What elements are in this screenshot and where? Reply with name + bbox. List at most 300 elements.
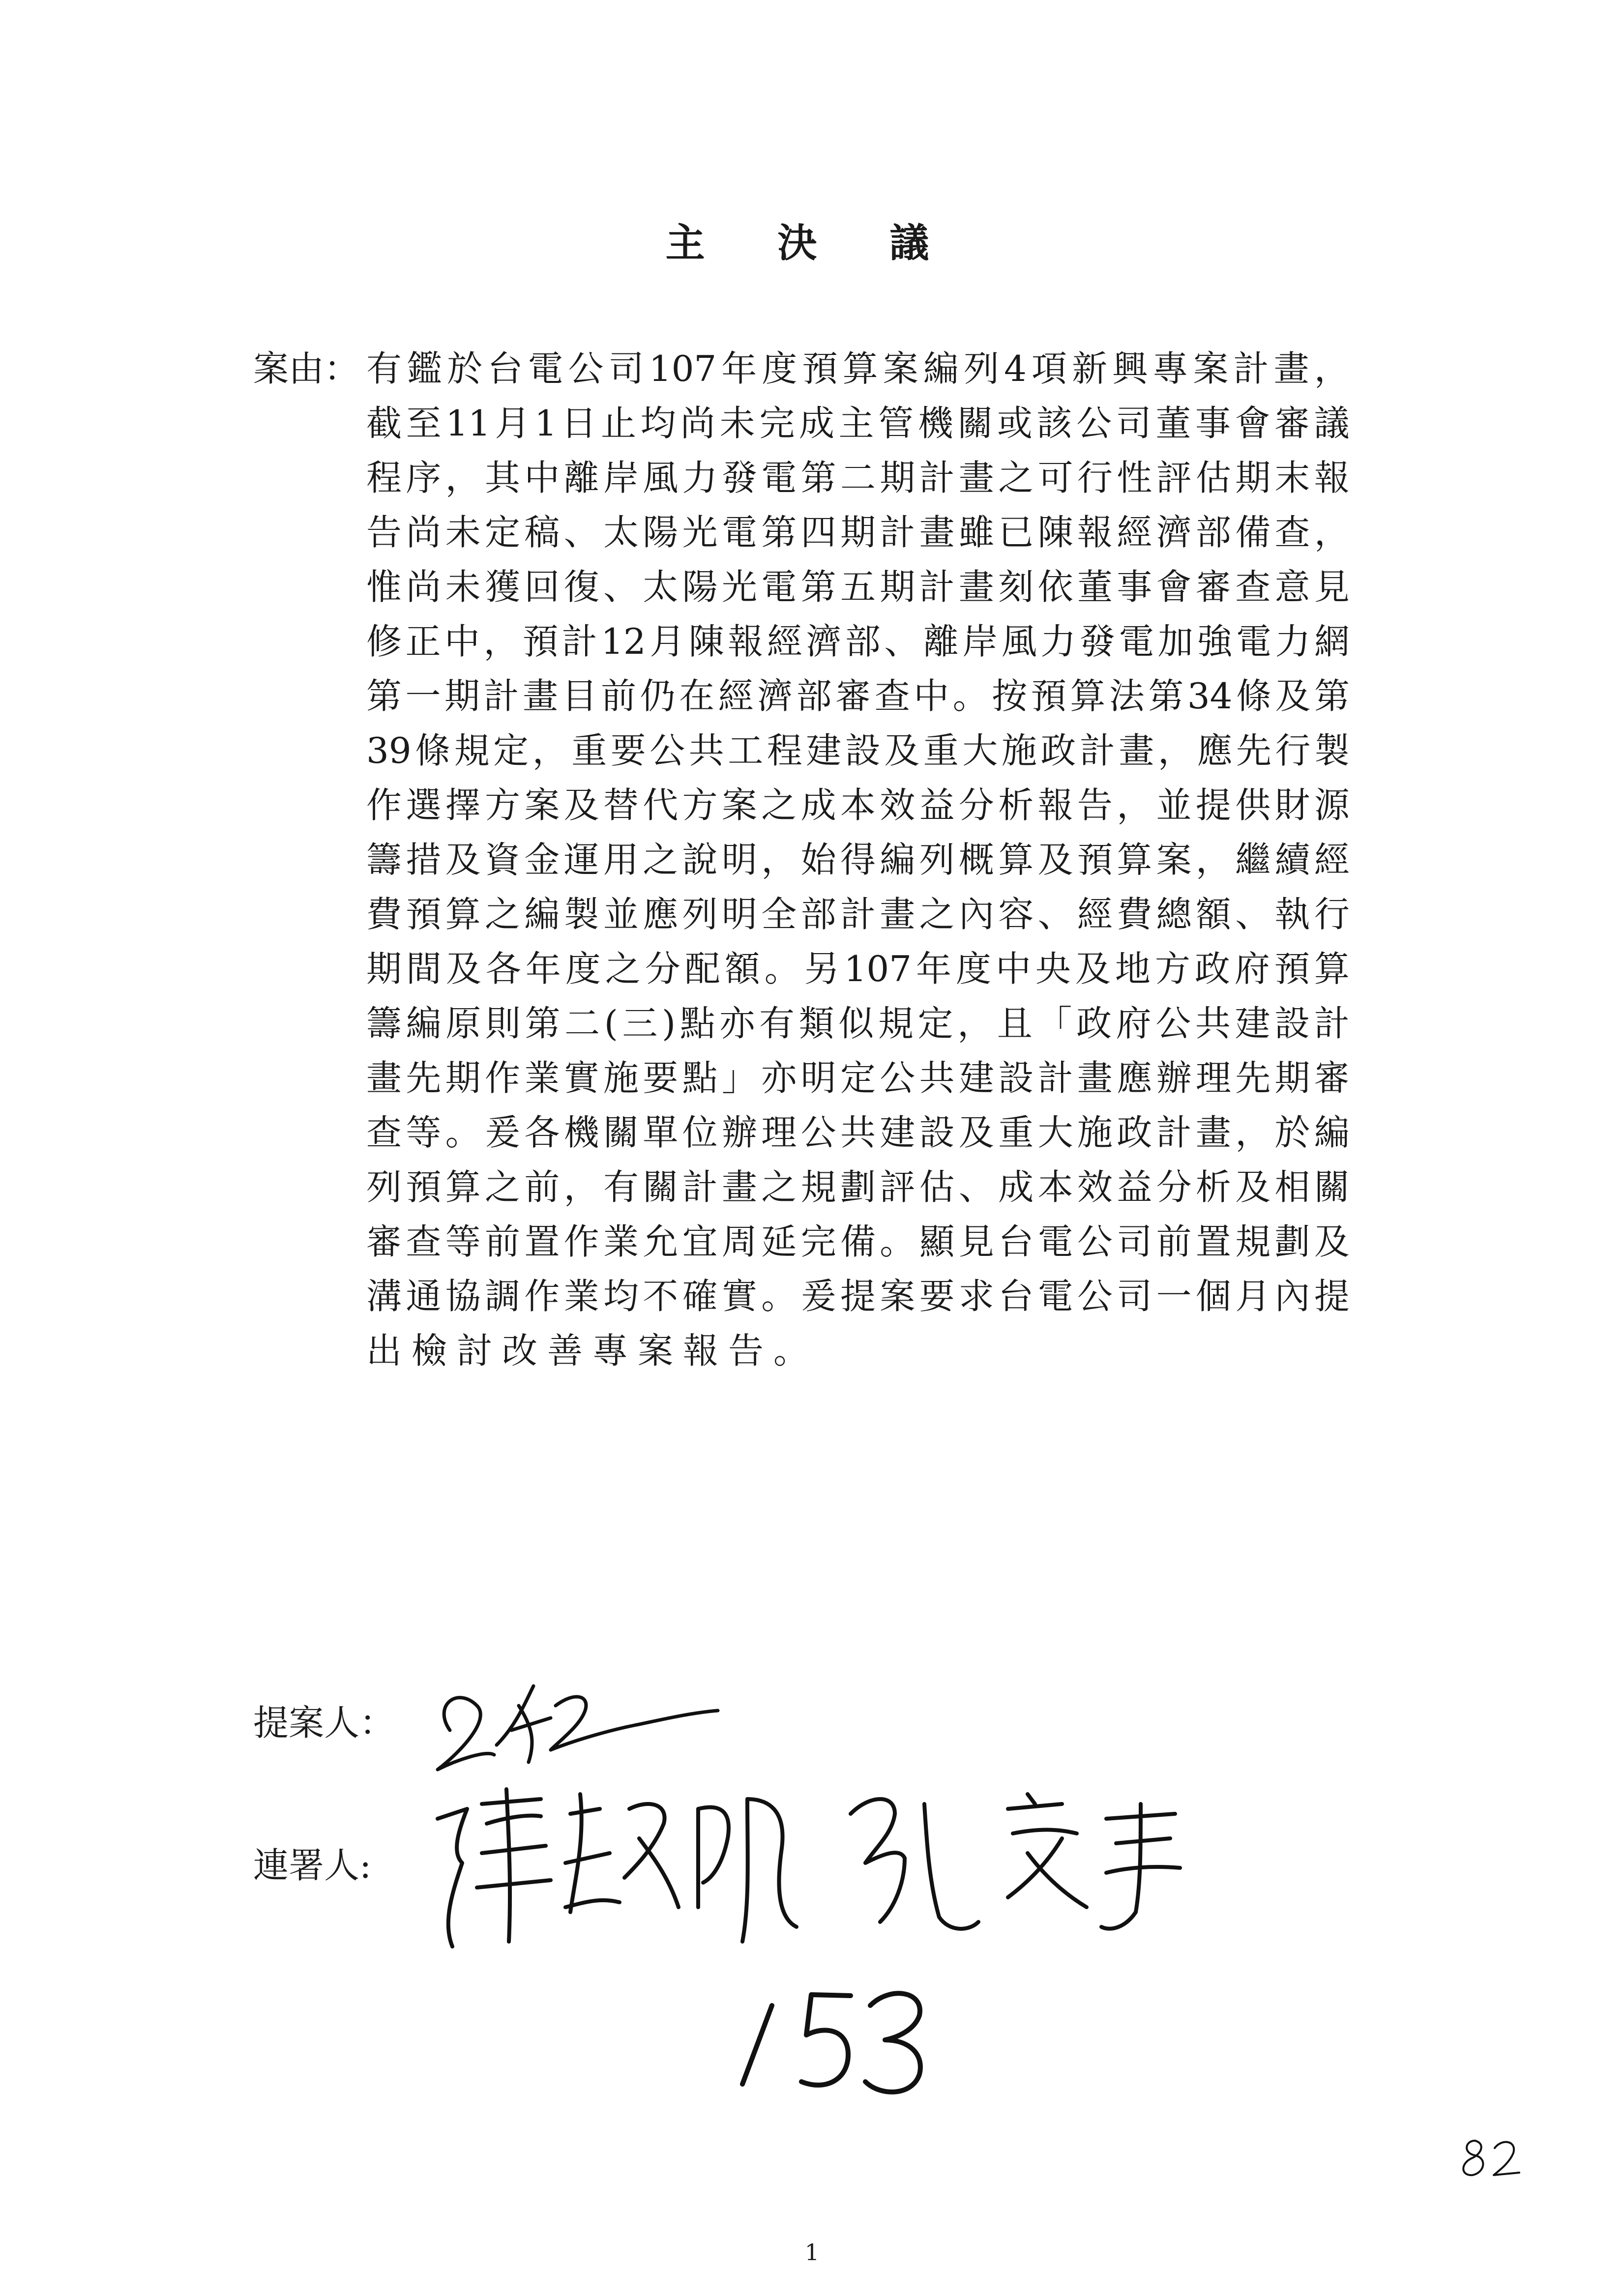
reason-glyph: 預 <box>406 894 442 935</box>
reason-glyph: 及 <box>445 948 481 989</box>
reason-glyph: 見 <box>958 1221 994 1262</box>
reason-glyph: 預 <box>1274 948 1310 989</box>
reason-glyph: 審 <box>1274 403 1310 444</box>
reason-glyph: 方 <box>484 785 520 826</box>
reason-glyph: ， <box>1314 348 1350 389</box>
reason-glyph: 、 <box>563 512 599 553</box>
reason-glyph: 強 <box>1197 621 1233 662</box>
reason-glyph: 擇 <box>445 785 481 826</box>
reason-glyph: 資 <box>484 839 520 880</box>
reason-glyph: 益 <box>1117 1166 1152 1208</box>
reason-glyph: 報 <box>1314 457 1350 498</box>
reason-glyph: 算 <box>445 1166 481 1208</box>
reason-glyph: 二 <box>564 1003 600 1044</box>
reason-glyph: 刻 <box>998 566 1034 608</box>
reason-line <box>366 453 1350 508</box>
reason-glyph: 前 <box>524 1166 560 1208</box>
reason-glyph: 力 <box>682 457 718 498</box>
reason-glyph: 計 <box>561 621 597 662</box>
reason-glyph: 公 <box>1077 1221 1113 1262</box>
reason-glyph: 太 <box>643 566 679 608</box>
reason-glyph: 設 <box>919 1112 955 1153</box>
reason-glyph: 規 <box>878 1003 914 1044</box>
reason-glyph: 程 <box>767 730 802 771</box>
reason-glyph: 目 <box>561 675 597 717</box>
reason-glyph: 發 <box>721 457 757 498</box>
reason-glyph: 末 <box>1274 457 1310 498</box>
reason-glyph: ) <box>662 1003 676 1044</box>
reason-line <box>366 617 1350 671</box>
reason-glyph: 之 <box>643 839 679 880</box>
reason-glyph: 計 <box>919 566 955 608</box>
reason-glyph: 第 <box>1314 675 1350 717</box>
reason-glyph: 項 <box>1031 348 1067 389</box>
reason-glyph: 完 <box>800 1221 836 1262</box>
reason-glyph: 辦 <box>721 1112 757 1153</box>
reason-glyph: 見 <box>1314 566 1350 608</box>
reason-glyph: 期 <box>1235 457 1271 498</box>
reason-glyph: 公 <box>1076 403 1112 444</box>
reason-glyph: 畫 <box>880 894 915 935</box>
reason-glyph: 經 <box>767 621 802 662</box>
reason-glyph: 四 <box>800 512 836 553</box>
reason-glyph: 設 <box>845 730 881 771</box>
reason-line: 出檢討改善專案報告。 <box>366 1330 819 1371</box>
reason-glyph: 估 <box>919 1166 955 1208</box>
reason-glyph: 風 <box>643 457 679 498</box>
reason-glyph: 。 <box>445 1112 481 1153</box>
reason-glyph: 尚 <box>680 403 716 444</box>
page-title: 主 決 議 <box>665 220 959 266</box>
reason-glyph: 籌 <box>366 839 402 880</box>
reason-glyph: 風 <box>1001 621 1037 662</box>
cosigner-signature-1 <box>423 1779 826 1966</box>
reason-glyph: 月 <box>650 621 685 662</box>
reason-glyph: 之 <box>998 457 1034 498</box>
reason-glyph: 至 <box>406 403 442 444</box>
reason-glyph: 第 <box>800 566 836 608</box>
reason-glyph: 」 <box>721 1057 757 1099</box>
reason-glyph: 共 <box>1195 1003 1231 1044</box>
reason-glyph: 畫 <box>1195 1112 1231 1153</box>
reason-glyph: 計 <box>840 894 876 935</box>
reason-glyph: 、 <box>884 621 920 662</box>
reason-glyph: 公 <box>1077 1276 1113 1317</box>
reason-glyph: 報 <box>728 621 764 662</box>
reason-glyph: 編 <box>1314 1112 1350 1153</box>
reason-glyph: 析 <box>998 785 1034 826</box>
reason-glyph: 要 <box>919 1276 955 1317</box>
reason-glyph: 理 <box>1195 1057 1231 1099</box>
reason-glyph: 。 <box>952 675 988 717</box>
reason-glyph: 位 <box>682 1112 718 1153</box>
reason-glyph: 溝 <box>366 1276 402 1317</box>
reason-glyph: 力 <box>1040 621 1076 662</box>
reason-glyph: 得 <box>840 839 876 880</box>
reason-glyph: 「 <box>1036 1003 1072 1044</box>
reason-glyph: 分 <box>958 785 994 826</box>
reason-glyph: 本 <box>840 785 876 826</box>
reason-glyph: 已 <box>998 512 1034 553</box>
reason-glyph: 中 <box>524 457 560 498</box>
reason-glyph: 且 <box>997 1003 1033 1044</box>
reason-glyph: 作 <box>366 785 402 826</box>
reason-glyph: 確 <box>682 1276 718 1317</box>
reason-glyph: 期 <box>880 566 915 608</box>
reason-glyph: 董 <box>1077 566 1113 608</box>
reason-glyph: 未 <box>445 512 481 553</box>
reason-glyph: 先 <box>1235 1057 1271 1099</box>
reason-glyph: 分 <box>645 948 680 989</box>
reason-glyph: 光 <box>682 512 718 553</box>
reason-glyph: 單 <box>643 1112 679 1153</box>
reason-glyph: 陽 <box>643 512 679 553</box>
reason-glyph: 規 <box>800 1166 836 1208</box>
reason-glyph: ， <box>1117 785 1152 826</box>
reason-glyph: 辦 <box>1156 1057 1192 1099</box>
reason-glyph: 容 <box>998 894 1034 935</box>
reason-glyph: 另 <box>804 948 840 989</box>
reason-glyph: 規 <box>454 730 490 771</box>
reason-glyph: 調 <box>484 1276 520 1317</box>
reason-glyph: 畫 <box>523 675 559 717</box>
reason-glyph: 年 <box>721 348 757 389</box>
reason-glyph: 部 <box>796 675 832 717</box>
reason-glyph: 。 <box>880 1221 915 1262</box>
reason-glyph: 一 <box>1156 1276 1192 1317</box>
reason-glyph: 則 <box>485 1003 521 1044</box>
reason-glyph: 案 <box>721 785 757 826</box>
reason-glyph: 之 <box>484 1166 520 1208</box>
reason-glyph: 陽 <box>682 566 718 608</box>
reason-glyph: 管 <box>878 403 914 444</box>
reason-glyph: 允 <box>643 1221 679 1262</box>
reason-glyph: 預 <box>1077 839 1113 880</box>
reason-glyph: 備 <box>1235 512 1271 553</box>
reason-glyph: 選 <box>406 785 442 826</box>
reason-glyph: 回 <box>524 566 560 608</box>
reason-glyph: 不 <box>643 1276 679 1317</box>
reason-glyph: 程 <box>366 457 402 498</box>
reason-glyph: 截 <box>366 403 402 444</box>
reason-glyph: 設 <box>998 1057 1034 1099</box>
reason-glyph: 編 <box>923 348 959 389</box>
reason-glyph: 未 <box>719 403 755 444</box>
reason-glyph: 期 <box>444 675 480 717</box>
handwritten-number-153 <box>728 1976 934 2104</box>
reason-glyph: 明 <box>721 894 757 935</box>
reason-glyph: 預 <box>1031 675 1066 717</box>
reason-glyph: 度 <box>955 948 991 989</box>
margin-mark-82 <box>1455 2131 1524 2185</box>
reason-glyph: 作 <box>524 1276 560 1317</box>
reason-glyph: 算 <box>998 839 1034 880</box>
reason-glyph: 爰 <box>484 1112 520 1153</box>
reason-glyph: 內 <box>1274 1276 1310 1317</box>
reason-glyph: 等 <box>445 1221 481 1262</box>
reason-glyph: 有 <box>759 1003 795 1044</box>
reason-glyph: 政 <box>1076 1003 1112 1044</box>
reason-glyph: 個 <box>1195 1276 1231 1317</box>
reason-glyph: 及 <box>563 785 599 826</box>
reason-glyph: 查 <box>366 1112 402 1153</box>
reason-glyph: 尚 <box>406 566 442 608</box>
reason-glyph: 部 <box>800 894 836 935</box>
reason-glyph: 關 <box>957 403 993 444</box>
reason-glyph: 計 <box>880 512 915 553</box>
reason-body <box>366 344 1350 1381</box>
reason-glyph: 本 <box>1037 1166 1073 1208</box>
reason-glyph: 司 <box>1117 1221 1152 1262</box>
reason-glyph: 台 <box>998 1221 1034 1262</box>
reason-glyph: 專 <box>1152 348 1188 389</box>
reason-glyph: 置 <box>524 1221 560 1262</box>
reason-glyph: 延 <box>761 1221 797 1262</box>
reason-glyph: 相 <box>1274 1166 1310 1208</box>
reason-glyph: 畫 <box>1077 1057 1113 1099</box>
reason-glyph: 算 <box>1070 675 1106 717</box>
reason-glyph: 似 <box>838 1003 874 1044</box>
reason-glyph: 析 <box>1195 1166 1231 1208</box>
reason-glyph: 濟 <box>1156 512 1192 553</box>
reason-glyph: 業 <box>603 1221 639 1262</box>
reason-glyph: 陳 <box>1037 512 1073 553</box>
reason-glyph: 及 <box>1037 839 1073 880</box>
reason-glyph: 修 <box>366 621 402 662</box>
reason-glyph: 及 <box>958 1112 994 1153</box>
reason-glyph: 畫 <box>721 1166 757 1208</box>
reason-glyph: 全 <box>761 894 797 935</box>
reason-glyph: 案 <box>883 348 918 389</box>
reason-glyph: 建 <box>958 1057 994 1099</box>
reason-glyph: 周 <box>721 1221 757 1262</box>
reason-glyph: 部 <box>845 621 881 662</box>
reason-glyph: 總 <box>1156 894 1192 935</box>
reason-glyph: 二 <box>840 457 876 498</box>
reason-glyph: 實 <box>563 1057 599 1099</box>
reason-glyph: 中 <box>444 621 480 662</box>
reason-glyph: 定 <box>484 512 520 553</box>
reason-glyph: 計 <box>1156 1112 1192 1153</box>
reason-glyph: 、 <box>1235 894 1271 935</box>
reason-glyph: 前 <box>601 675 637 717</box>
reason-glyph: 或 <box>997 403 1033 444</box>
reason-glyph: 編 <box>524 894 560 935</box>
reason-line <box>366 999 1350 1053</box>
reason-glyph: 並 <box>1156 785 1192 826</box>
reason-glyph: 方 <box>682 785 718 826</box>
reason-glyph: 預 <box>523 621 559 662</box>
reason-glyph: 董 <box>1155 403 1191 444</box>
reason-glyph: 濟 <box>806 621 842 662</box>
reason-glyph: 條 <box>415 730 451 771</box>
reason-line <box>366 781 1350 835</box>
reason-line <box>366 1163 1350 1217</box>
reason-glyph: 點 <box>679 1003 715 1044</box>
reason-glyph: 離 <box>563 457 599 498</box>
reason-glyph: 內 <box>958 894 994 935</box>
reason-glyph: 計 <box>1079 730 1115 771</box>
reason-glyph: 度 <box>762 348 797 389</box>
reason-glyph: 計 <box>1233 348 1269 389</box>
reason-glyph: 審 <box>1195 566 1231 608</box>
reason-glyph: 1 <box>534 403 557 444</box>
reason-glyph: 離 <box>923 621 959 662</box>
reason-line <box>366 344 1350 399</box>
reason-glyph: 公 <box>650 730 685 771</box>
reason-glyph: 。 <box>761 1276 797 1317</box>
reason-glyph: 月 <box>1235 1276 1271 1317</box>
reason-glyph: 府 <box>1234 948 1270 989</box>
reason-glyph: 事 <box>1117 566 1152 608</box>
reason-glyph: 方 <box>1154 948 1190 989</box>
reason-glyph: 正 <box>405 621 441 662</box>
reason-glyph: 畫 <box>958 457 994 498</box>
reason-line <box>366 562 1350 617</box>
reason-glyph: 於 <box>1274 1112 1310 1153</box>
reason-glyph: 列 <box>919 839 955 880</box>
reason-glyph: 成 <box>998 1166 1034 1208</box>
reason-glyph: 期 <box>366 948 402 989</box>
reason-glyph: 府 <box>1116 1003 1152 1044</box>
reason-glyph: 岸 <box>962 621 998 662</box>
reason-glyph: 說 <box>682 839 718 880</box>
reason-glyph: 顯 <box>919 1221 955 1262</box>
reason-glyph: 協 <box>445 1276 481 1317</box>
reason-glyph: 公 <box>800 1112 836 1153</box>
reason-glyph: 仍 <box>640 675 676 717</box>
reason-glyph: 算 <box>445 894 481 935</box>
reason-glyph: 共 <box>840 1112 876 1153</box>
reason-glyph: 度 <box>565 948 601 989</box>
reason-glyph: 岸 <box>603 457 639 498</box>
reason-glyph: 意 <box>1274 566 1310 608</box>
reason-glyph: 財 <box>1274 785 1310 826</box>
reason-glyph: 劃 <box>840 1166 876 1208</box>
reason-glyph: 之 <box>605 948 641 989</box>
reason-glyph: 提 <box>840 1276 876 1317</box>
reason-line <box>366 835 1350 890</box>
reason-glyph: 止 <box>600 403 636 444</box>
reason-glyph: 鑑 <box>407 348 443 389</box>
reason-glyph: 建 <box>880 1112 915 1153</box>
reason-glyph: 司 <box>608 348 644 389</box>
reason-glyph: 先 <box>406 1057 442 1099</box>
reason-glyph: 台 <box>998 1276 1034 1317</box>
reason-line <box>366 726 1350 781</box>
reason-glyph: 之 <box>761 785 797 826</box>
reason-glyph: 陳 <box>688 621 724 662</box>
reason-line <box>366 890 1350 944</box>
reason-glyph: 成 <box>798 403 834 444</box>
reason-glyph: 機 <box>563 1112 599 1153</box>
reason-glyph: 畫 <box>366 1057 402 1099</box>
reason-line <box>366 1217 1350 1272</box>
reason-glyph: 第 <box>525 1003 561 1044</box>
reason-glyph: 三 <box>622 1003 658 1044</box>
reason-glyph: ， <box>483 621 519 662</box>
reason-glyph: ， <box>1314 512 1350 553</box>
reason-glyph: 明 <box>721 839 757 880</box>
reason-glyph: 日 <box>561 403 597 444</box>
reason-line <box>366 508 1350 562</box>
reason-glyph: 案 <box>1156 839 1192 880</box>
reason-glyph: 額 <box>724 948 760 989</box>
reason-glyph: 之 <box>761 1166 797 1208</box>
reason-glyph: 措 <box>406 839 442 880</box>
reason-glyph: 告 <box>1077 785 1113 826</box>
reason-glyph: 太 <box>603 512 639 553</box>
reason-glyph: 惟 <box>366 566 402 608</box>
reason-glyph: 11 <box>445 403 491 444</box>
reason-glyph: 月 <box>495 403 531 444</box>
reason-glyph: 計 <box>483 675 519 717</box>
reason-glyph: 評 <box>1156 457 1192 498</box>
reason-glyph: 有 <box>603 1166 639 1208</box>
reason-glyph: 39 <box>366 730 412 771</box>
reason-glyph: 亦 <box>761 1057 797 1099</box>
reason-glyph: 備 <box>840 1221 876 1262</box>
reason-glyph: 工 <box>728 730 764 771</box>
reason-glyph: 、 <box>603 566 639 608</box>
reason-glyph: 應 <box>643 894 679 935</box>
reason-glyph: 作 <box>484 1057 520 1099</box>
proposer-label: 提案人： <box>253 1702 395 1744</box>
reason-glyph: 前 <box>1156 1221 1192 1262</box>
reason-glyph: 各 <box>485 948 521 989</box>
reason-glyph: 業 <box>524 1057 560 1099</box>
reason-glyph: 應 <box>1117 1057 1152 1099</box>
reason-glyph: 計 <box>1037 1057 1073 1099</box>
reason-glyph: 始 <box>800 839 836 880</box>
reason-glyph: 部 <box>1195 512 1231 553</box>
reason-glyph: 可 <box>1037 457 1073 498</box>
reason-glyph: 期 <box>840 512 876 553</box>
reason-glyph: ， <box>1195 839 1231 880</box>
reason-glyph: 並 <box>603 894 639 935</box>
reason-glyph: 告 <box>366 512 402 553</box>
reason-glyph: ， <box>761 839 797 880</box>
reason-glyph: 要 <box>643 1057 679 1099</box>
reason-glyph: 各 <box>524 1112 560 1153</box>
reason-glyph: 及 <box>1275 675 1311 717</box>
reason-glyph: 五 <box>840 566 876 608</box>
reason-glyph: 電 <box>761 457 797 498</box>
reason-glyph: 畫 <box>1273 348 1309 389</box>
reason-glyph: 算 <box>842 348 878 389</box>
reason-glyph: 提 <box>1314 1276 1350 1317</box>
reason-glyph: 政 <box>1117 1112 1152 1153</box>
reason-glyph: 點 <box>682 1057 718 1099</box>
reason-glyph: 繼 <box>1235 839 1271 880</box>
reason-glyph: 完 <box>759 403 795 444</box>
reason-glyph: 電 <box>1236 621 1271 662</box>
reason-glyph: 爰 <box>800 1276 836 1317</box>
reason-glyph: 施 <box>603 1057 639 1099</box>
reason-glyph: 通 <box>406 1276 442 1317</box>
reason-glyph: 間 <box>406 948 442 989</box>
reason-glyph: 提 <box>1195 785 1231 826</box>
reason-glyph: 製 <box>1314 730 1350 771</box>
reason-line <box>366 671 1350 726</box>
reason-glyph: 年 <box>916 948 952 989</box>
reason-glyph: 其 <box>484 457 520 498</box>
reason-glyph: 重 <box>571 730 607 771</box>
reason-glyph: 議 <box>1314 403 1350 444</box>
reason-glyph: 依 <box>1037 566 1073 608</box>
reason-glyph: 有 <box>366 348 402 389</box>
reason-glyph: 審 <box>1314 1057 1350 1099</box>
